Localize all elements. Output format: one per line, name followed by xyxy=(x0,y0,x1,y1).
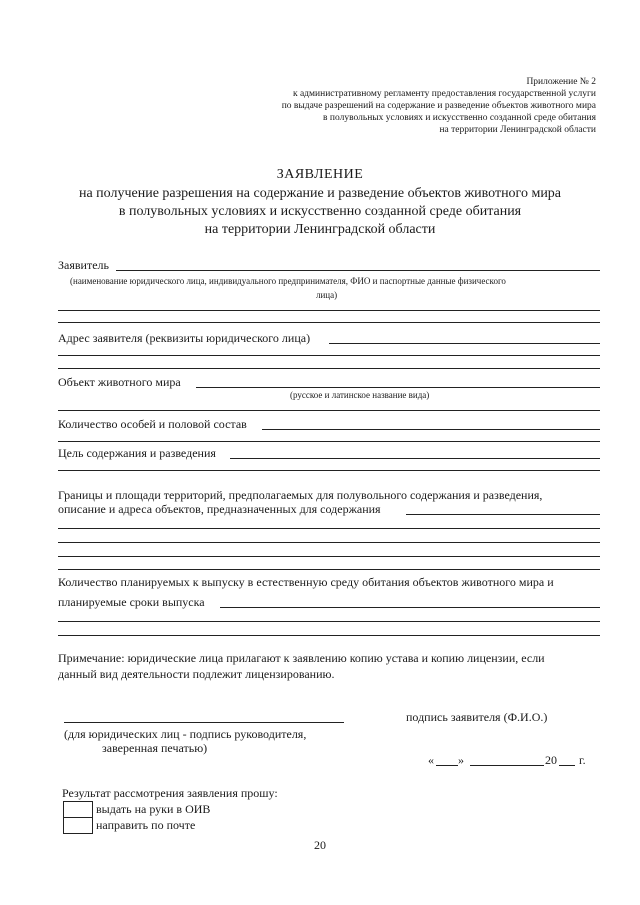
release-field-line[interactable] xyxy=(58,635,600,636)
subtitle-line: на получение разрешения на содержание и разведение объектов животного мира xyxy=(78,186,562,201)
borders-field[interactable] xyxy=(406,514,600,515)
release-field-line[interactable] xyxy=(58,621,600,622)
borders-label: Границы и площади территорий, предполагаемых для полувольного содержания и разведения, xyxy=(58,488,543,502)
applicant-signature-label: подпись заявителя (Ф.И.О.) xyxy=(406,710,548,724)
borders-field-line[interactable] xyxy=(58,556,600,557)
release-field[interactable] xyxy=(220,607,600,608)
date-year-prefix: 20 xyxy=(545,753,557,767)
option-mail-label: направить по почте xyxy=(96,818,196,832)
result-title: Результат рассмотрения заявления прошу: xyxy=(62,786,278,800)
object-hint: (русское и латинское название вида) xyxy=(290,390,430,400)
date-close-quote: » xyxy=(458,753,464,767)
applicant-field-line[interactable] xyxy=(58,310,600,311)
address-field[interactable] xyxy=(329,343,600,344)
legal-signature-hint: (для юридических лиц - подпись руководителя, xyxy=(64,727,307,741)
applicant-label: Заявитель xyxy=(58,258,109,272)
borders-field-line[interactable] xyxy=(58,569,600,570)
release-label-2: планируемые сроки выпуска xyxy=(58,595,205,609)
applicant-field[interactable] xyxy=(116,270,600,271)
borders-field-line[interactable] xyxy=(58,542,600,543)
purpose-field[interactable] xyxy=(230,458,600,459)
release-label: Количество планируемых к выпуску в естественную среду обитания объектов животного мира и xyxy=(58,575,554,589)
purpose-label: Цель содержания и разведения xyxy=(58,446,216,460)
count-field[interactable] xyxy=(262,429,600,430)
applicant-hint: (наименование юридического лица, индивидуального предпринимателя, ФИО и паспортные данные физического xyxy=(70,276,506,286)
borders-field-line[interactable] xyxy=(58,528,600,529)
option-hand-checkbox[interactable] xyxy=(63,801,93,818)
borders-label-2: описание и адреса объектов, предназначенных для содержания xyxy=(58,502,381,516)
date-year-field[interactable] xyxy=(559,765,575,766)
address-field-line[interactable] xyxy=(58,355,600,356)
legal-signature-line[interactable] xyxy=(64,722,344,723)
count-label: Количество особей и половой состав xyxy=(58,417,247,431)
option-hand-label: выдать на руки в ОИВ xyxy=(96,802,211,816)
note-text-2: данный вид деятельности подлежит лицензированию. xyxy=(58,667,335,681)
subtitle-line: в полувольных условиях и искусственно созданной среде обитания xyxy=(118,204,522,219)
note-text: Примечание: юридические лица прилагают к заявлению копию устава и копию лицензии, если xyxy=(58,651,545,665)
count-field-line[interactable] xyxy=(58,441,600,442)
purpose-field-line[interactable] xyxy=(58,470,600,471)
appendix-line: Приложение № 2 xyxy=(526,77,596,87)
object-field-line[interactable] xyxy=(58,410,600,411)
appendix-header xyxy=(282,76,596,136)
subtitle-line: на территории Ленинградской области xyxy=(204,222,436,237)
object-field[interactable] xyxy=(196,387,600,388)
option-mail-checkbox[interactable] xyxy=(63,817,93,834)
appendix-line: в полувольных условиях и искусственно созданной среде обитания xyxy=(323,113,596,123)
appendix-line: к административному регламенту предоставления государственной услуги xyxy=(292,89,596,99)
legal-signature-hint-2: заверенная печатью) xyxy=(102,741,208,755)
appendix-line: на территории Ленинградской области xyxy=(439,125,596,135)
date-open-quote: « xyxy=(428,753,434,767)
appendix-line: по выдаче разрешений на содержание и разведение объектов животного мира xyxy=(281,101,596,111)
date-month-field[interactable] xyxy=(470,765,544,766)
address-field-line[interactable] xyxy=(58,368,600,369)
applicant-field-line[interactable] xyxy=(58,322,600,323)
date-year-suffix: г. xyxy=(579,753,586,767)
document-subtitle xyxy=(0,185,640,239)
address-label: Адрес заявителя (реквизиты юридического лица) xyxy=(58,331,311,345)
date-day-field[interactable] xyxy=(436,765,458,766)
applicant-hint-2: лица) xyxy=(316,290,338,300)
document-title: ЗАЯВЛЕНИЕ xyxy=(276,167,364,182)
page-number: 20 xyxy=(314,838,326,852)
object-label: Объект животного мира xyxy=(58,375,181,389)
